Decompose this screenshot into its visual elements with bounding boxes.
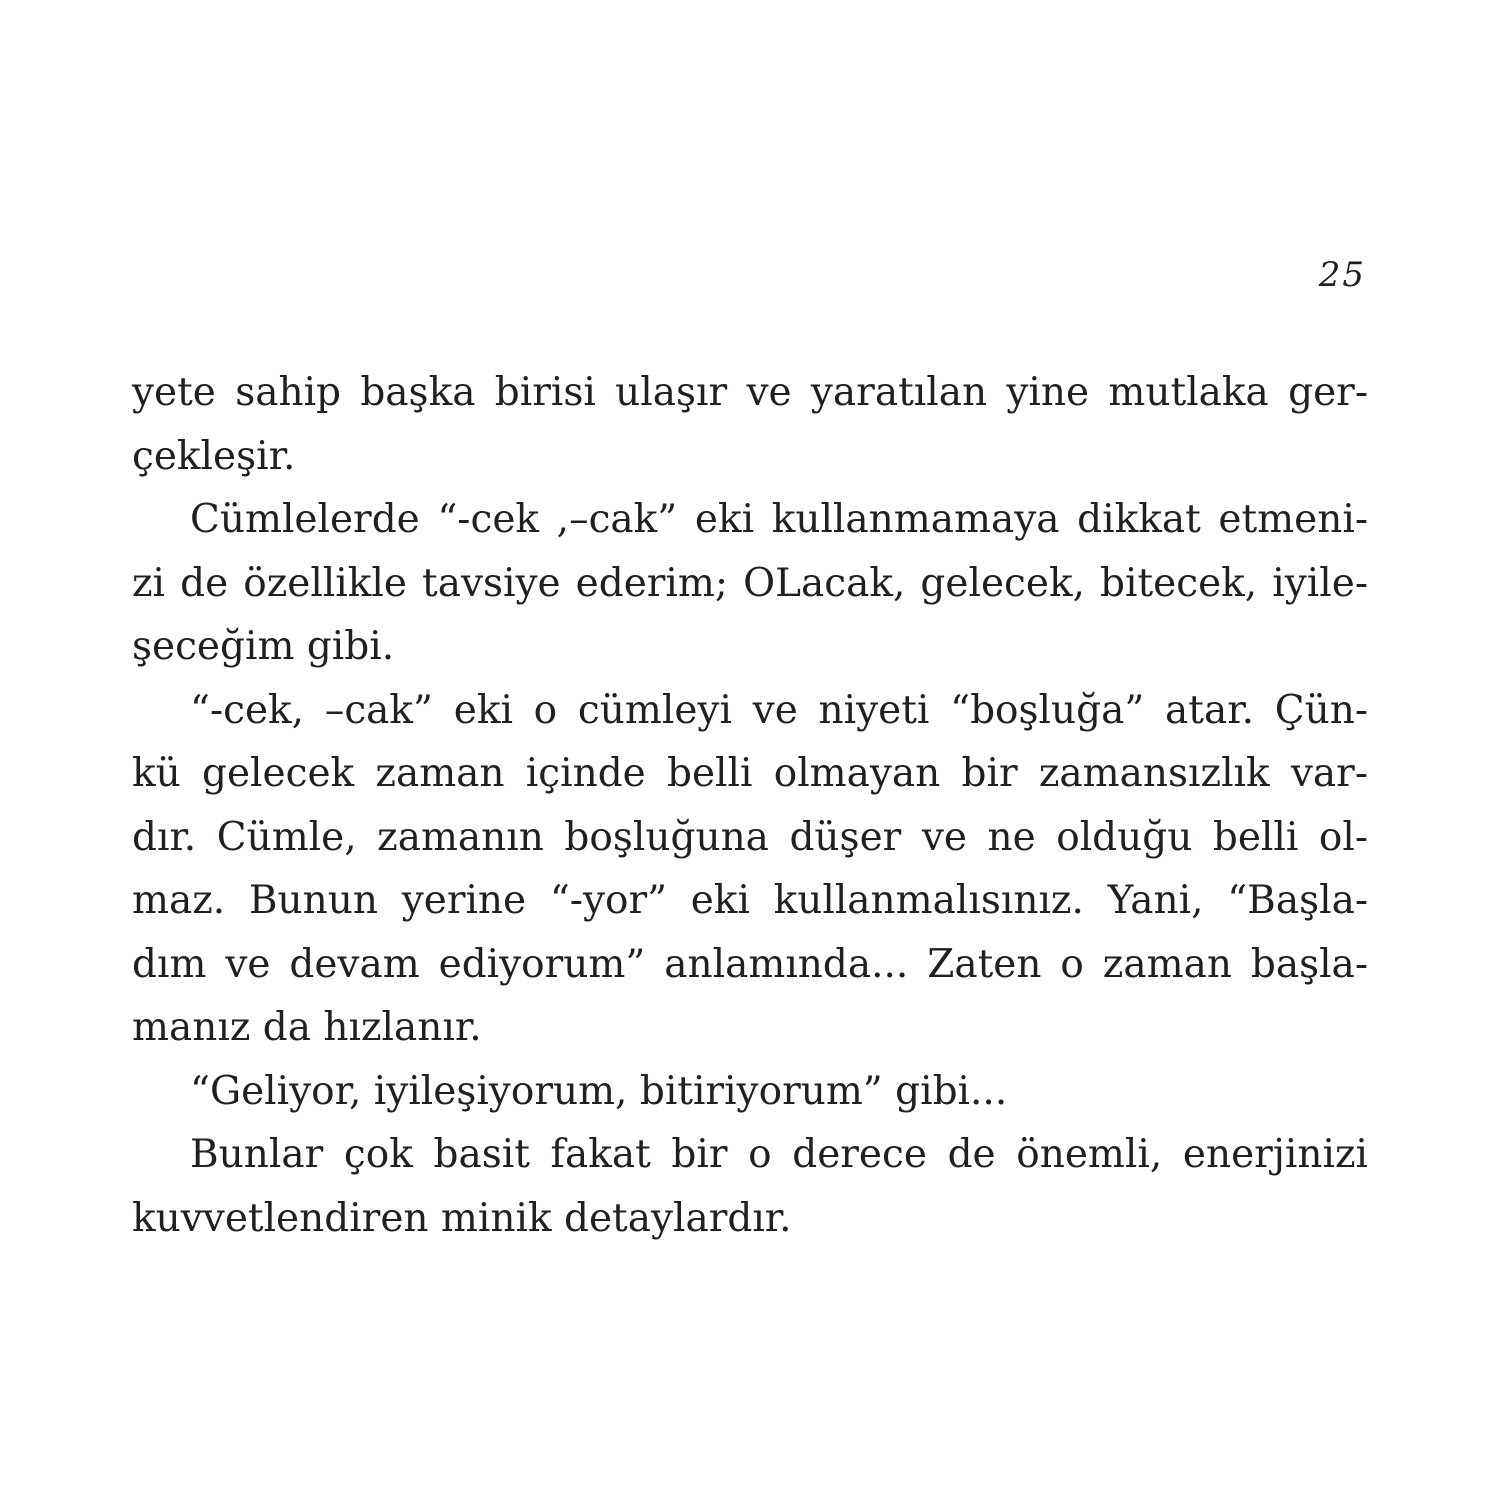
text-line: yete sahip başka birisi ulaşır ve yaratılan yine mutlaka ger- [132,370,1368,415]
text-line: Bunlar çok basit fakat bir o derece de önemli, enerjinizi [190,1132,1368,1177]
text-line: maz. Bunun yerine “-yor” eki kullanmalısınız. Yani, “Başla- [132,878,1368,923]
text-line: şeceğim gibi. [132,624,395,669]
text-line: “-cek, –cak” eki o cümleyi ve niyeti “boşluğa” atar. Çün- [190,687,1368,733]
body-text [132,368,1368,1257]
text-line: zi de özellikle tavsiye ederim; OLacak, gelecek, bitecek, iyile- [132,560,1368,606]
text-line: dım ve devam ediyorum” anlamında... Zaten o zaman başla- [132,941,1368,987]
text-line: dır. Cümle, zamanın boşluğuna düşer ve ne olduğu belli ol- [132,814,1368,860]
text-line: manız da hızlanır. [132,1005,482,1050]
text-line: çekleşir. [132,433,296,479]
text-line: Cümlelerde “-cek ,–cak” eki kullanmamaya dikkat etmeni- [190,497,1368,542]
text-line: kü gelecek zaman içinde belli olmayan bir zamansızlık var- [132,751,1368,796]
text-line: kuvvetlendiren minik detaylardır. [132,1195,792,1241]
text-line: “Geliyor, iyileşiyorum, bitiriyorum” gibi... [190,1068,1008,1114]
page-number: 25 [1318,255,1366,295]
